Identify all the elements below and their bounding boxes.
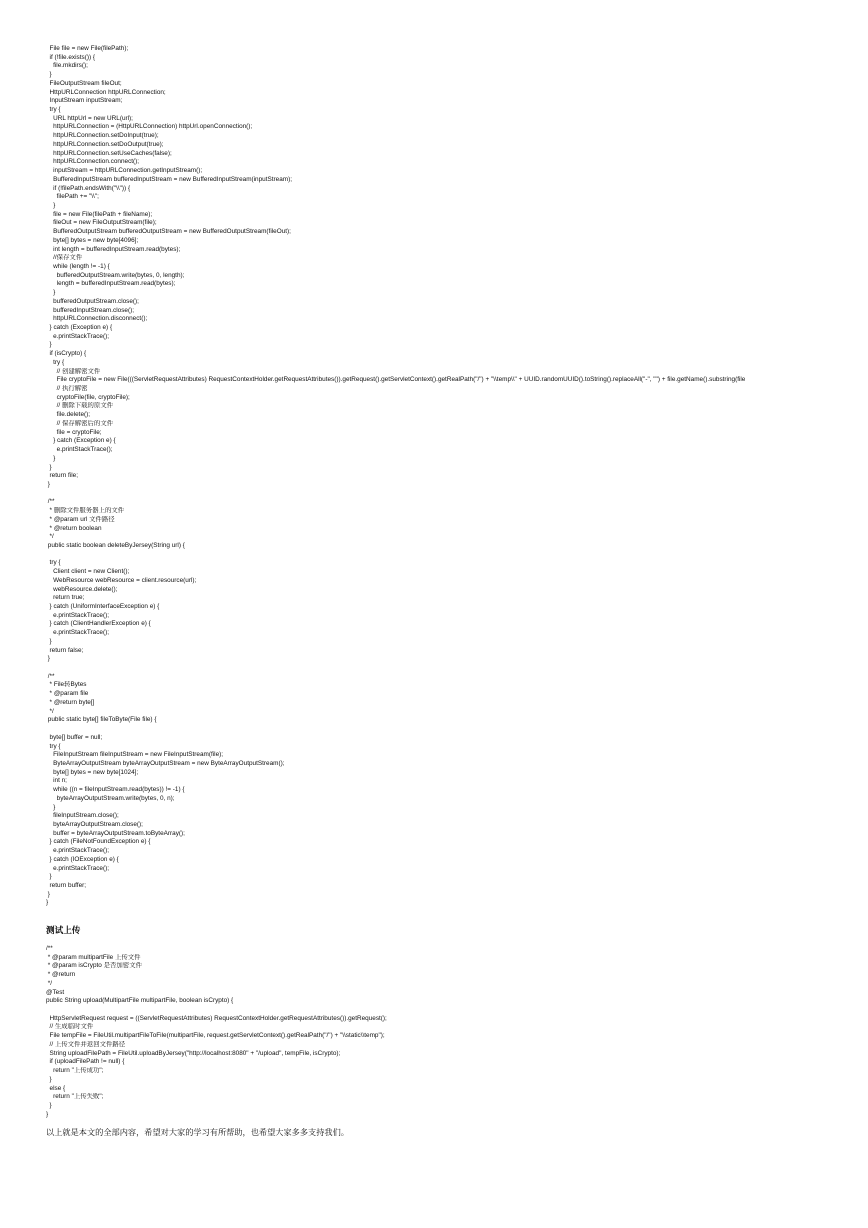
code-line: e.printStackTrace(); xyxy=(46,611,109,619)
code-line: byte[] buffer = null; xyxy=(46,733,103,741)
code-line: cryptoFile(file, cryptoFile); xyxy=(46,393,130,401)
code-line: * @param file xyxy=(46,690,89,698)
code-line: public String upload(MultipartFile multipartFile, boolean isCrypto) { xyxy=(46,997,234,1005)
code-line: if (!file.exists()) { xyxy=(46,53,96,61)
code-line: httpURLConnection.setDoInput(true); xyxy=(46,132,159,140)
code-line: // 创建解密文件 xyxy=(46,367,101,375)
code-line: // 保存解密后的文件 xyxy=(46,419,114,427)
code-line xyxy=(46,490,868,499)
code-line: /** xyxy=(46,672,55,680)
code-line: * @param isCrypto 是否加密文件 xyxy=(46,962,142,970)
code-line: HttpServletRequest request = ((ServletRequestAttributes) RequestContextHolder.getRequestAttributes()).getRequest(); xyxy=(46,1014,387,1022)
code-line: while (length != -1) { xyxy=(46,262,110,270)
code-line: * File转Bytes xyxy=(46,681,87,689)
code-line: try { xyxy=(46,559,61,567)
code-line: FileOutputStream fileOut; xyxy=(46,79,122,87)
code-line: e.printStackTrace(); xyxy=(46,847,109,855)
code-line: bufferedOutputStream.write(bytes, 0, length); xyxy=(46,271,185,279)
code-line xyxy=(46,551,868,560)
code-line: } xyxy=(46,655,50,663)
code-line: file.mkdirs(); xyxy=(46,62,88,70)
code-line: e.printStackTrace(); xyxy=(46,864,109,872)
code-line: } xyxy=(46,1075,52,1083)
code-line: * @return xyxy=(46,971,76,979)
code-line: int n; xyxy=(46,777,67,785)
code-line: String uploadFilePath = FileUtil.uploadByJersey("http://localhost:8080" + "/upload", tempFile, isCrypto); xyxy=(46,1049,341,1057)
code-line: byteArrayOutputStream.write(bytes, 0, n); xyxy=(46,794,175,802)
code-line: byte[] bytes = new byte[1024]; xyxy=(46,768,139,776)
code-line: webResource.delete(); xyxy=(46,585,118,593)
code-line: */ xyxy=(46,707,54,715)
code-line: httpURLConnection.setUseCaches(false); xyxy=(46,149,172,157)
code-line: httpURLConnection.setDoOutput(true); xyxy=(46,140,164,148)
code-line: @Test xyxy=(46,988,65,996)
code-line: else { xyxy=(46,1084,66,1092)
code-block-upload-test xyxy=(46,945,868,1119)
code-line: * @return boolean xyxy=(46,524,102,532)
code-line: */ xyxy=(46,533,54,541)
code-line: try { xyxy=(46,106,61,114)
code-line: try { xyxy=(46,358,65,366)
code-line: File file = new File(filePath); xyxy=(46,45,129,52)
code-line: byteArrayOutputStream.close(); xyxy=(46,820,143,828)
code-block-file-utils xyxy=(46,45,868,908)
code-line: int length = bufferedInputStream.read(bytes); xyxy=(46,245,181,253)
code-line: return buffer; xyxy=(46,882,87,889)
code-line: fileOut = new FileOutputStream(file); xyxy=(46,219,157,227)
code-line: fileInputStream.close(); xyxy=(46,812,119,820)
code-line: while ((n = fileInputStream.read(bytes)) != -1) { xyxy=(46,786,185,794)
code-line: filePath += "\\"; xyxy=(46,193,99,201)
code-line: * @param url 文件路径 xyxy=(46,515,115,523)
code-line: file = cryptoFile; xyxy=(46,428,102,436)
code-line: bufferedInputStream.close(); xyxy=(46,306,134,314)
code-line: // 执行解密 xyxy=(46,385,88,393)
code-line: //保存文件 xyxy=(46,254,83,262)
code-line: // 删除下载的原文件 xyxy=(46,402,114,410)
code-line: } catch (FileNotFoundException e) { xyxy=(46,838,151,846)
code-line: } catch (Exception e) { xyxy=(46,437,116,445)
code-line: } xyxy=(46,463,52,471)
code-line: * @return byte[] xyxy=(46,698,95,706)
code-line: * 删除文件服务器上的文件 xyxy=(46,507,125,515)
code-line: e.printStackTrace(); xyxy=(46,446,113,454)
code-line: } xyxy=(46,1101,52,1109)
code-line: BufferedOutputStream bufferedOutputStream = new BufferedOutputStream(fileOut); xyxy=(46,228,291,236)
code-line: return false; xyxy=(46,646,84,654)
code-line xyxy=(46,725,868,734)
code-line: } catch (IOException e) { xyxy=(46,855,119,863)
code-line: } catch (UniformInterfaceException e) { xyxy=(46,603,160,610)
code-line: } catch (Exception e) { xyxy=(46,324,113,331)
code-line: if (!filePath.endsWith("\\")) { xyxy=(46,184,131,192)
section-heading: 测试上传 xyxy=(46,925,81,935)
code-line: File cryptoFile = new File(((ServletRequestAttributes) RequestContextHolder.getRequestAttributes()).getRequest().getServletContext().getRealPath("/") + "\\temp\\" + UUID.randomUUID().toString().replaceAll("-", "") + file.getName().substring(file xyxy=(46,376,746,384)
code-line: httpURLConnection.disconnect(); xyxy=(46,315,148,323)
code-line: } xyxy=(46,890,50,898)
code-line: */ xyxy=(46,979,53,987)
code-line: Client client = new Client(); xyxy=(46,568,130,576)
code-line: // 生成临时文件 xyxy=(46,1023,94,1031)
closing-paragraph: 以上就是本文的全部内容，希望对大家的学习有所帮助，也希望大家多多支持我们。 xyxy=(46,1128,349,1137)
code-line: FileInputStream fileInputStream = new FileInputStream(file); xyxy=(46,751,224,759)
code-line: public static byte[] fileToByte(File file) { xyxy=(46,716,157,724)
code-line: httpURLConnection.connect(); xyxy=(46,158,140,166)
code-line xyxy=(46,1006,868,1015)
code-line: } xyxy=(46,1110,49,1118)
code-line: return true; xyxy=(46,594,85,602)
code-line: URL httpUrl = new URL(url); xyxy=(46,114,133,122)
code-line: * @param multipartFile 上传文件 xyxy=(46,953,141,961)
code-line: } xyxy=(46,803,56,811)
code-line: InputStream inputStream; xyxy=(46,97,123,105)
code-line: public static boolean deleteByJersey(String url) { xyxy=(46,541,185,549)
code-line: file.delete(); xyxy=(46,411,91,419)
code-line: if (isCrypto) { xyxy=(46,350,87,358)
code-line: e.printStackTrace(); xyxy=(46,629,109,637)
code-line: ByteArrayOutputStream byteArrayOutputStream = new ByteArrayOutputStream(); xyxy=(46,759,285,767)
code-line: } xyxy=(46,899,49,907)
code-line: try { xyxy=(46,742,61,750)
code-line: return "上传失败"; xyxy=(46,1093,104,1101)
code-line: buffer = byteArrayOutputStream.toByteArray(); xyxy=(46,829,185,837)
code-line: /** xyxy=(46,945,53,952)
code-line: if (uploadFilePath != null) { xyxy=(46,1058,125,1066)
code-line: WebResource webResource = client.resource(url); xyxy=(46,576,197,584)
code-line: return file; xyxy=(46,472,78,480)
code-line: bufferedOutputStream.close(); xyxy=(46,297,139,305)
code-line: } xyxy=(46,480,50,488)
code-line: HttpURLConnection httpURLConnection; xyxy=(46,88,166,96)
code-line: inputStream = httpURLConnection.getInputStream(); xyxy=(46,167,203,175)
code-line: } xyxy=(46,873,52,881)
code-line: } xyxy=(46,341,52,349)
code-line: byte[] bytes = new byte[4096]; xyxy=(46,236,139,244)
code-line xyxy=(46,664,868,673)
code-line: BufferedInputStream bufferedInputStream = new BufferedInputStream(inputStream); xyxy=(46,175,293,183)
code-line: // 上传文件并返回文件路径 xyxy=(46,1040,126,1048)
code-line: } xyxy=(46,637,52,645)
code-line: } catch (ClientHandlerException e) { xyxy=(46,620,151,628)
code-line: } xyxy=(46,454,56,462)
code-line: File tempFile = FileUtil.multipartFileToFile(multipartFile, request.getServletContext().getRealPath("/") + "\\static\\temp"); xyxy=(46,1032,385,1040)
code-line: file = new File(filePath + fileName); xyxy=(46,210,153,218)
code-line: } xyxy=(46,71,52,79)
code-line: } xyxy=(46,289,56,297)
code-line: return "上传成功"; xyxy=(46,1067,104,1075)
code-line: /** xyxy=(46,498,55,506)
code-line: length = bufferedInputStream.read(bytes); xyxy=(46,280,176,288)
code-line: } xyxy=(46,201,56,209)
code-line: e.printStackTrace(); xyxy=(46,332,109,340)
code-line: httpURLConnection = (HttpURLConnection) httpUrl.openConnection(); xyxy=(46,123,253,131)
